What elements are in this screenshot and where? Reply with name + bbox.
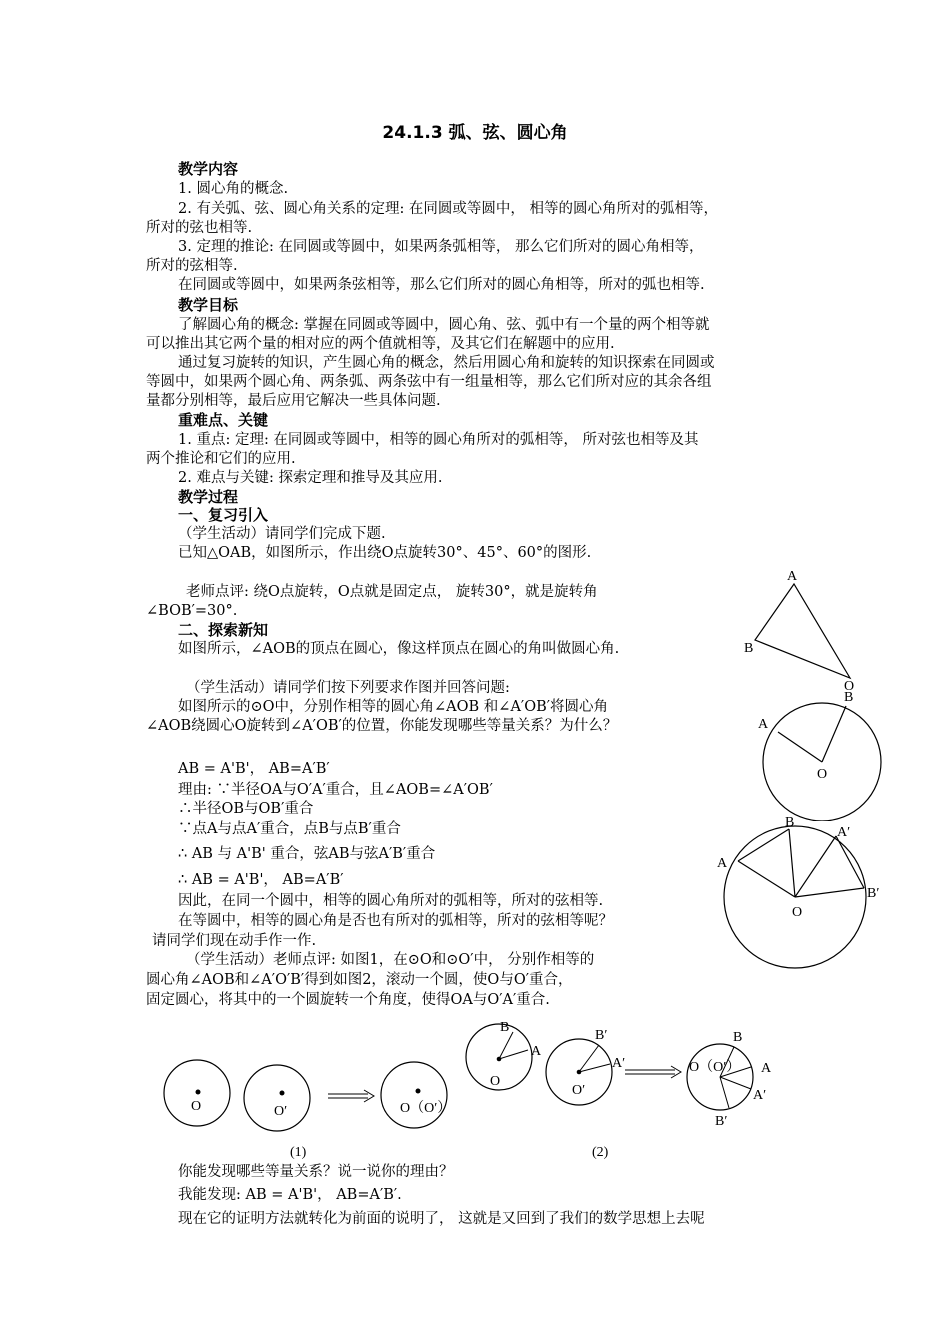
text-line: 2. 难点与关键: 探索定理和推导及其应用. [178,470,443,486]
text-line: 理由: ∵半径OA与O′A′重合，且∠AOB=∠A′OB′ [178,782,493,798]
label-b: B [785,815,795,830]
label-o-prime: O′ [274,1104,288,1119]
text-line: 如图所示的⊙O中，分别作相等的圆心角∠AOB 和∠A′OB′将圆心角 [178,699,609,715]
triangle-oab-figure [740,562,860,692]
text-line: 1. 圆心角的概念. [178,181,289,197]
label-o: O [792,905,803,920]
label-b: B [733,1030,743,1045]
text-line: 所对的弦也相等. [146,220,253,236]
heading-process: 教学过程 [178,488,239,506]
label-a-prime: A′ [612,1056,626,1071]
rotated-angle-figure [712,812,892,987]
text-line: 可以推出其它两个量的相对应的两个值就相等，及其它们在解题中的应用. [146,336,615,352]
label-b-prime: B′ [715,1114,728,1129]
text-line: 圆心角∠AOB和∠A′O′B′得到如图2，滚动一个圆，使O与O′重合， [146,972,573,988]
text-line: ∠AOB绕圆心O旋转到∠A′OB′的位置，你能发现哪些等量关系？为什么？ [146,718,618,734]
text-line: 2. 有关弧、弦、圆心角关系的定理: 在同圆或等圆中， 相等的圆心角所对的弧相等， [178,201,719,217]
label-a-prime: A′ [753,1088,767,1103]
label-b: B [844,690,854,705]
heading-review: 一、复习引入 [178,506,269,524]
text-line: 如图所示，∠AOB的顶点在圆心，像这样顶点在圆心的角叫做圆心角. [178,641,620,657]
text-line: 在等圆中，相等的圆心角是否也有所对的弧相等，所对的弦相等呢？ [178,913,613,929]
caption-1: (1) [290,1145,307,1160]
text-line: 固定圆心，将其中的一个圆旋转一个角度，使得OA与O′A′重合. [146,992,550,1008]
text-line: 等圆中，如果两个圆心角、两条弧、两条弦中有一组量相等，那么它们所对应的其余各组 [146,374,712,390]
label-a: A [787,569,798,584]
text-line: 3. 定理的推论: 在同圆或等圆中，如果两条弧相等， 那么它们所对的圆心角相等， [178,239,704,255]
text-line: 已知△OAB，如图所示，作出绕O点旋转30°、45°、60°的图形. [178,545,592,561]
label-a: A [761,1061,772,1076]
text-line: 你能发现哪些等量关系？说一说你的理由？ [178,1164,454,1180]
text-line: 我能发现: AB = A'B'， AB=A′B′. [178,1187,402,1203]
figure-2 [462,1015,782,1165]
heading-explore: 二、探索新知 [178,621,269,639]
text-line: 因此，在同一个圆中，相等的圆心角所对的弧相等，所对的弦相等. [178,893,604,909]
caption-2: (2) [592,1145,609,1160]
text-line: ∴ AB = A'B'， AB=A′B′ [178,872,344,888]
text-line: 1. 重点: 定理: 在同圆或等圆中，相等的圆心角所对的弧相等， 所对弦也相等及其 [178,432,699,448]
label-o: O [191,1099,202,1114]
label-a: A [758,717,769,732]
heading-goals: 教学目标 [178,296,239,314]
label-o: O [817,767,828,782]
label-o: O [844,679,855,692]
text-line: AB = A'B'， AB=A′B′ [178,761,330,777]
label-a: A [531,1044,542,1059]
text-line: 量都分别相等，最后应用它解决一些具体问题. [146,393,441,409]
text-line: ∠BOB′=30°. [146,603,238,619]
text-line: （学生活动）老师点评: 如图1，在⊙O和⊙O′中， 分别作相等的 [186,952,595,968]
label-b-prime: B′ [595,1028,608,1043]
label-o-o-prime: O（O′） [400,1101,452,1116]
figure-1 [160,1055,470,1165]
text-line: 了解圆心角的概念: 掌握在同圆或等圆中，圆心角、弦、弧中有一个量的两个相等就 [178,317,710,333]
page-title: 24.1.3 弧、弦、圆心角 [382,123,568,143]
text-line: （学生活动）请同学们按下列要求作图并回答问题: [186,680,510,696]
text-line: ∴半径OB与OB′重合 [178,801,314,817]
text-line: 现在它的证明方法就转化为前面的说明了， 这就是又回到了我们的数学思想上去呢 [178,1211,705,1227]
text-line: 两个推论和它们的应用. [146,451,296,467]
text-line: ∵点A与点A′重合，点B与点B′重合 [178,821,401,837]
text-line: （学生活动）请同学们完成下题. [178,526,386,542]
text-line: 在同圆或等圆中，如果两条弦相等，那么它们所对的圆心角相等，所对的弧也相等. [178,277,705,293]
label-o-o-prime: O（O′） [689,1060,741,1075]
label-b-prime: B′ [867,886,880,901]
label-b: B [744,641,754,656]
label-a: A [717,856,728,871]
central-angle-figure [750,686,890,821]
heading-content: 教学内容 [178,160,239,178]
text-line: 老师点评: 绕O点旋转，O点就是固定点， 旋转30°，就是旋转角 [186,584,598,600]
text-line: 请同学们现在动手作一作. [152,933,317,949]
label-a-prime: A′ [837,825,851,840]
text-line: 通过复习旋转的知识，产生圆心角的概念，然后用圆心角和旋转的知识探索在同圆或 [178,355,715,371]
label-o-prime: O′ [572,1083,586,1098]
label-b: B [500,1020,510,1035]
heading-keypoints: 重难点、关键 [178,411,269,429]
text-line: 所对的弦相等. [146,258,238,274]
text-line: ∴ AB 与 A'B' 重合，弦AB与弦A′B′重合 [178,846,436,862]
label-o: O [490,1074,501,1089]
